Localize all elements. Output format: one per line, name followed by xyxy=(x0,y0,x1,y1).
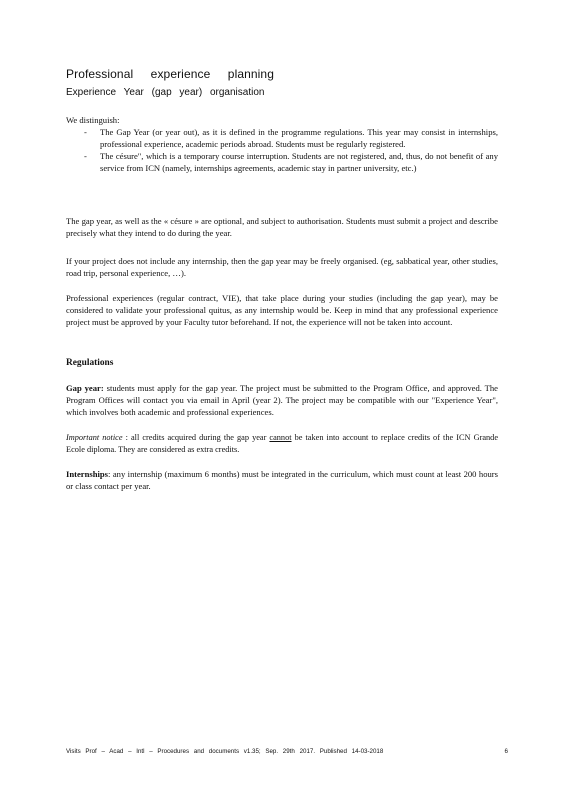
paragraph-professional-experience: Professional experiences (regular contract, VIE), that take place during your studies (including the gap year), may be considered to validate your professional quitus, as any internship would be. Keep in mind that any professional experience project must be approved by your Faculty tutor beforehand. If not, the experience will not be taken into account. xyxy=(66,293,498,327)
distinguish-intro: We distinguish: xyxy=(66,115,120,125)
page-subtitle: Experience Year (gap year) organisation xyxy=(66,87,265,98)
gap-year-text: students must apply for the gap year. The project must be submitted to the Program Office, and approved. The Program Offices will contact you via email in April (year 2). The project may be compatible with our "Experience Year", which involves both academic and professional experiences. xyxy=(66,383,498,417)
gap-year-label: Gap year: xyxy=(66,383,104,393)
paragraph-gap-year xyxy=(66,382,498,418)
notice-label: Important notice xyxy=(66,433,123,442)
notice-text-before: : all credits acquired during the gap year xyxy=(122,433,270,442)
paragraph-important-notice xyxy=(66,432,498,456)
distinguish-section xyxy=(66,114,498,174)
paragraph-no-internship: If your project does not include any internship, then the gap year may be freely organised. (eg, sabbatical year, other studies, road trip, personal experience, …). xyxy=(66,256,498,278)
list-item xyxy=(66,150,498,174)
list-item-text: The Gap Year (or year out), as it is defined in the programme regulations. This year may consist in internships, professional experience, academic periods abroad. Students must be regularly registered. xyxy=(100,127,498,149)
page-number: 6 xyxy=(504,748,508,755)
paragraph-internships xyxy=(66,468,498,492)
list-bullet: - xyxy=(84,127,87,137)
footer-text: Visits Prof – Acad – Intl – Procedures and documents v1.35; Sep. 29th 2017. Published 14-03-2018 xyxy=(66,748,384,755)
notice-text-after: be taken into account to replace credits of the ICN Grande Ecole diploma. They are considered as extra credits. xyxy=(66,433,498,454)
list-item-text: The césure", which is a temporary course interruption. Students are not registered, and, thus, do not benefit of any service from ICN (namely, internships agreements, academic stay in partner university, etc.) xyxy=(100,151,498,173)
internships-text: : any internship (maximum 6 months) must be integrated in the curriculum, which must count at least 200 hours or class contact per year. xyxy=(66,469,498,491)
list-bullet: - xyxy=(84,151,87,161)
page-title: Professional experience planning xyxy=(66,67,274,81)
paragraph-gap-optional: The gap year, as well as the « césure » are optional, and subject to authorisation. Students must submit a project and describe precisely what they intend to do during the year. xyxy=(66,216,498,238)
distinguish-list xyxy=(66,126,498,174)
notice-underlined-word: cannot xyxy=(269,433,292,442)
list-item xyxy=(66,126,498,150)
internships-label: Internships xyxy=(66,469,109,479)
regulations-heading: Regulations xyxy=(66,358,114,368)
